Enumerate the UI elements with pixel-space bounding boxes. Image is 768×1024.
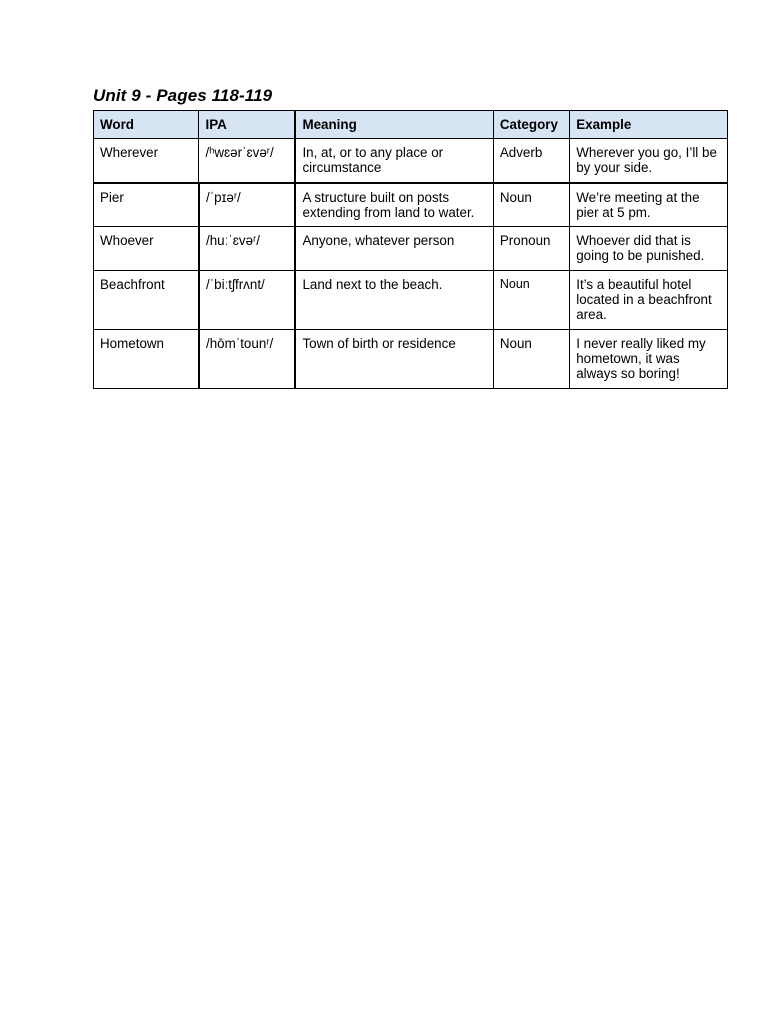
cell-meaning: Town of birth or residence <box>295 330 493 389</box>
cell-category: Noun <box>493 330 569 389</box>
vocabulary-table <box>93 110 728 389</box>
header-meaning: Meaning <box>295 111 493 139</box>
table-header-row <box>94 111 728 139</box>
cell-example: Wherever you go, I’ll be by your side. <box>570 139 728 183</box>
header-ipa: IPA <box>199 111 295 139</box>
table-row <box>94 139 728 183</box>
cell-word: Wherever <box>94 139 199 183</box>
cell-category: Noun <box>493 271 569 330</box>
cell-meaning: In, at, or to any place or circumstance <box>295 139 493 183</box>
cell-word: Whoever <box>94 227 199 271</box>
cell-word: Beachfront <box>94 271 199 330</box>
cell-ipa: /ʰwɛərˈɛvəʳ/ <box>199 139 295 183</box>
cell-example: It’s a beautiful hotel located in a beachfront area. <box>570 271 728 330</box>
cell-category: Adverb <box>493 139 569 183</box>
cell-ipa: /hōmˈtounʳ/ <box>199 330 295 389</box>
cell-example: Whoever did that is going to be punished. <box>570 227 728 271</box>
header-word: Word <box>94 111 199 139</box>
table-row <box>94 183 728 227</box>
cell-meaning: Anyone, whatever person <box>295 227 493 271</box>
page-title: Unit 9 - Pages 118-119 <box>93 86 273 105</box>
cell-word: Hometown <box>94 330 199 389</box>
table-row <box>94 271 728 330</box>
cell-meaning: A structure built on posts extending from land to water. <box>295 183 493 227</box>
header-example: Example <box>570 111 728 139</box>
cell-meaning: Land next to the beach. <box>295 271 493 330</box>
cell-ipa: /ˈpɪəʳ/ <box>199 183 295 227</box>
table-row <box>94 330 728 389</box>
cell-example: I never really liked my hometown, it was always so boring! <box>570 330 728 389</box>
table-row <box>94 227 728 271</box>
cell-category: Noun <box>493 183 569 227</box>
cell-ipa: /huːˈɛvəʳ/ <box>199 227 295 271</box>
cell-word: Pier <box>94 183 199 227</box>
cell-ipa: /ˈbiːtʃfrʌnt/ <box>199 271 295 330</box>
cell-example: We’re meeting at the pier at 5 pm. <box>570 183 728 227</box>
header-category: Category <box>493 111 569 139</box>
cell-category: Pronoun <box>493 227 569 271</box>
